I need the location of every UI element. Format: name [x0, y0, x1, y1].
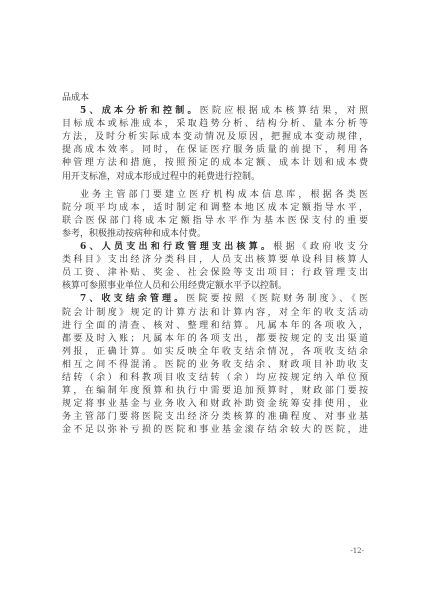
section-7-heading-rest: 医院要按照《医院财务制度》、《医 — [186, 294, 368, 305]
text-line: 院会计制度》规定的计算方法和计算内容，对全年的收支活动 — [62, 307, 368, 318]
text-line: 联合医保部门将成本定额指导水平作为基本医保支付的重要 — [62, 215, 368, 226]
section-7-heading: 7、收支结余管理。 — [80, 294, 187, 305]
section-6-heading: 6、人员支出和行政管理支出核算。 — [80, 242, 274, 253]
text-line: 类科目》支出经济分类科目，人员支出核算要单设科目核算人 — [62, 255, 368, 266]
text-line: 算，在编制年度预算和执行中需要追加预算时，财政部门要按 — [62, 386, 368, 397]
text-line: 进行全面的清查、核对、整理和结算。凡属本年的各项收入， — [62, 320, 368, 331]
text-line: 业务主管部门要建立医疗机构成本信息库，根据各类医 — [80, 189, 368, 200]
text-line: 方法，及时分析实际成本变动情况及原因，把握成本变动规律， — [62, 132, 368, 143]
section-6-heading-line — [62, 241, 368, 254]
section-5-heading-line — [62, 105, 368, 118]
section-5-heading-rest: 医院应根据成本核算结果，对照 — [199, 106, 368, 117]
text-line: 相互之间不得混淆。医院的业务收支结余、财政项目补助收支 — [62, 359, 368, 370]
text-line: 种管理方法和措施，按照预定的成本定额、成本计划和成本费 — [62, 158, 368, 169]
text-line: 员工资、津补贴、奖金、社会保险等支出项目；行政管理支出 — [62, 268, 368, 279]
text-line: 品成本 — [62, 93, 90, 103]
text-line: 用开支标准，对成本形成过程中的耗费进行控制。 — [62, 171, 261, 182]
text-line: 目标成本或标准成本，采取趋势分析、结构分析、量本分析等 — [62, 119, 368, 130]
section-5-heading: 5、成本分析和控制。 — [80, 106, 200, 117]
text-line: 都要及时入账；凡属本年的各项支出，都要按规定的支出渠道 — [62, 333, 368, 344]
text-line: 参考，积极推动按病种和成本付费。 — [62, 228, 207, 239]
text-line: 院分项平均成本，适时制定和调整本地区成本定额指导水平， — [62, 202, 368, 213]
text-line: 规定将事业基金与业务收入和财政补助资金统筹安排使用，业 — [62, 399, 368, 410]
section-6-heading-rest: 根据《政府收支分 — [273, 242, 368, 253]
text-line: 结转（余）和科教项目收支结转（余）均应按规定纳入单位预 — [62, 372, 368, 383]
text-line: 金不足以弥补亏损的医院和事业基金滚存结余较大的医院，进 — [62, 425, 368, 436]
text-line: 列报，正确计算。如实反映全年收支结余情况，各项收支结余 — [62, 346, 368, 357]
text-line: 核算可参照事业单位人员和公用经费定额水平予以控制。 — [62, 281, 288, 292]
section-7-heading-line — [62, 293, 368, 306]
text-line: 务主管部门要将医院支出经济分类核算的准确程度、对事业基 — [62, 412, 368, 423]
text-line: 提高成本效率。同时，在保证医疗服务质量的前提下，利用各 — [62, 145, 368, 156]
page-number: -12- — [350, 547, 364, 555]
document-body — [62, 92, 368, 437]
